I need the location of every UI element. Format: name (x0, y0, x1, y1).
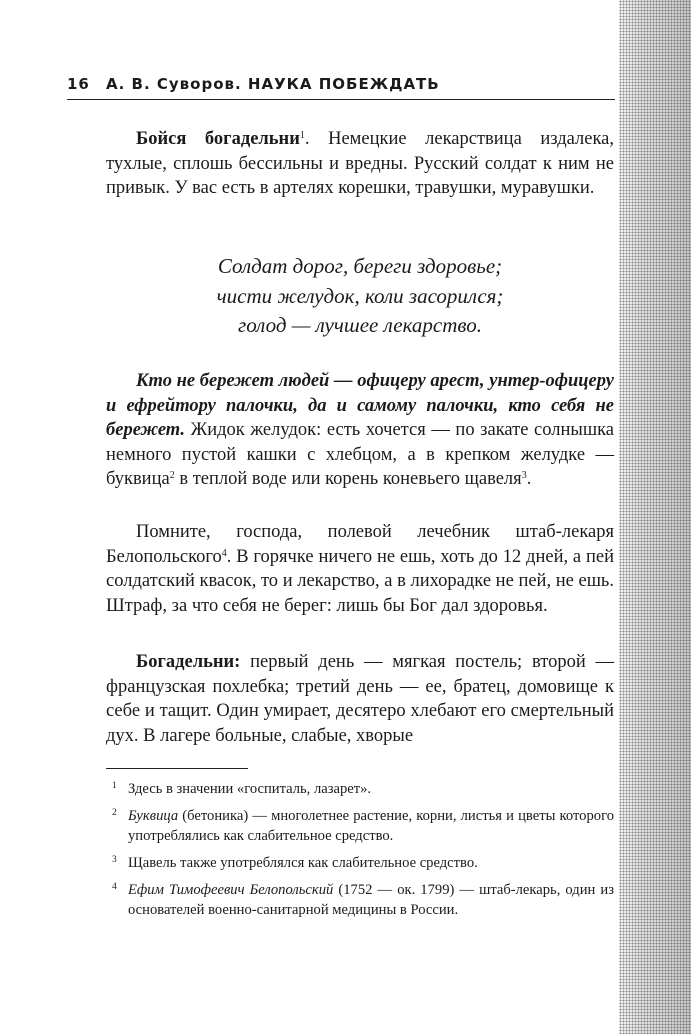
footnote-number: 4 (112, 882, 117, 892)
footnote-2 (106, 806, 614, 846)
paragraph-3-text-b: . В горячке ничего не ешь, хоть до 12 дней, а пей солдатский квасок, то и лекарство, а в лихорадке не пей, не ешь. Штраф, за что себя не берег: лишь бы Бог дал здоровья. (106, 546, 614, 616)
running-header (67, 73, 615, 100)
paragraph-3-text-a: Помните, господа, полевой лечебник штаб-лекаря Белопольского (106, 522, 614, 567)
paragraph-2-lead: Кто не бережет людей — офицеру арест, унтер-офицеру и ефрейтору палочки, да и самому палочки, кто себя не бережет. (106, 371, 614, 440)
paragraph-4 (106, 650, 614, 748)
paragraph-1-lead: Бойся богадельни (136, 129, 300, 149)
footnote-text: Здесь в значении «госпиталь, лазарет». (128, 781, 372, 797)
footnote-text: (1752 — ок. 1799) — штаб-лекарь, один из основателей военно-санитарной медицины в России. (128, 882, 615, 918)
footnote-number: 2 (112, 808, 117, 818)
paragraph-4-lead: Богадельни: (136, 652, 241, 672)
paragraph-2-text-a: Жидок желудок: есть хочется — по закате солнышка немного пустой кашки с хлебцом, а в крепком желудке — буквица (106, 420, 614, 489)
paragraph-1 (106, 127, 614, 201)
footnote-3 (106, 853, 614, 873)
paragraph-3 (106, 520, 614, 618)
paragraph-2-text-c: . (526, 469, 532, 489)
verse-line-3: голод — лучшее лекарство. (238, 313, 482, 337)
footnote-number: 1 (112, 781, 117, 791)
footnote-number: 3 (112, 855, 117, 865)
verse-line-1: Солдат дорог, береги здоровье; (217, 254, 503, 278)
footnote-text: (бетоника) — многолетнее растение, корни, листья и цветы которого употреблялись как слабительное средство. (128, 808, 614, 844)
paragraph-4-text: первый день — мягкая постель; второй — французская похлебка; третий день — ее, братец, домовище к себе и тащит. Один умирает, десятеро хлебают его смертельный дух. В лагере больные, слабые, хворые (106, 652, 614, 746)
running-title: А. В. Суворов. НАУКА ПОБЕЖДАТЬ (106, 75, 440, 93)
footnote-1 (106, 779, 614, 799)
footnote-text: Щавель также употреблялся как слабительное средство. (128, 855, 478, 871)
page-number: 16 (67, 75, 90, 93)
verse-line-2: чисти желудок, коли засорился; (216, 283, 504, 308)
footnote-term: Ефим Тимофеевич Белопольский (128, 882, 334, 898)
footnote-term: Буквица (128, 808, 179, 824)
footnote-ref-4: 4 (221, 547, 227, 559)
paragraph-1-text: . Немецкие лекарствица издалека, тухлые, сплошь бессильны и вредны. Русский солдат к ним не привык. У вас есть в артелях корешки, травушки, муравушки. (106, 129, 614, 198)
verse-block (106, 252, 614, 341)
footnote-ref-1: 1 (299, 130, 305, 141)
footnote-ref-2: 2 (169, 470, 175, 481)
footnotes (106, 779, 614, 927)
paragraph-2-text-b: в теплой воде или корень коневьего щавеля (174, 469, 522, 489)
page-edge-halftone (619, 0, 691, 1034)
footnote-ref-3: 3 (521, 470, 527, 481)
footnote-4 (106, 880, 614, 920)
paragraph-2 (106, 369, 614, 492)
footnote-separator (106, 768, 248, 769)
